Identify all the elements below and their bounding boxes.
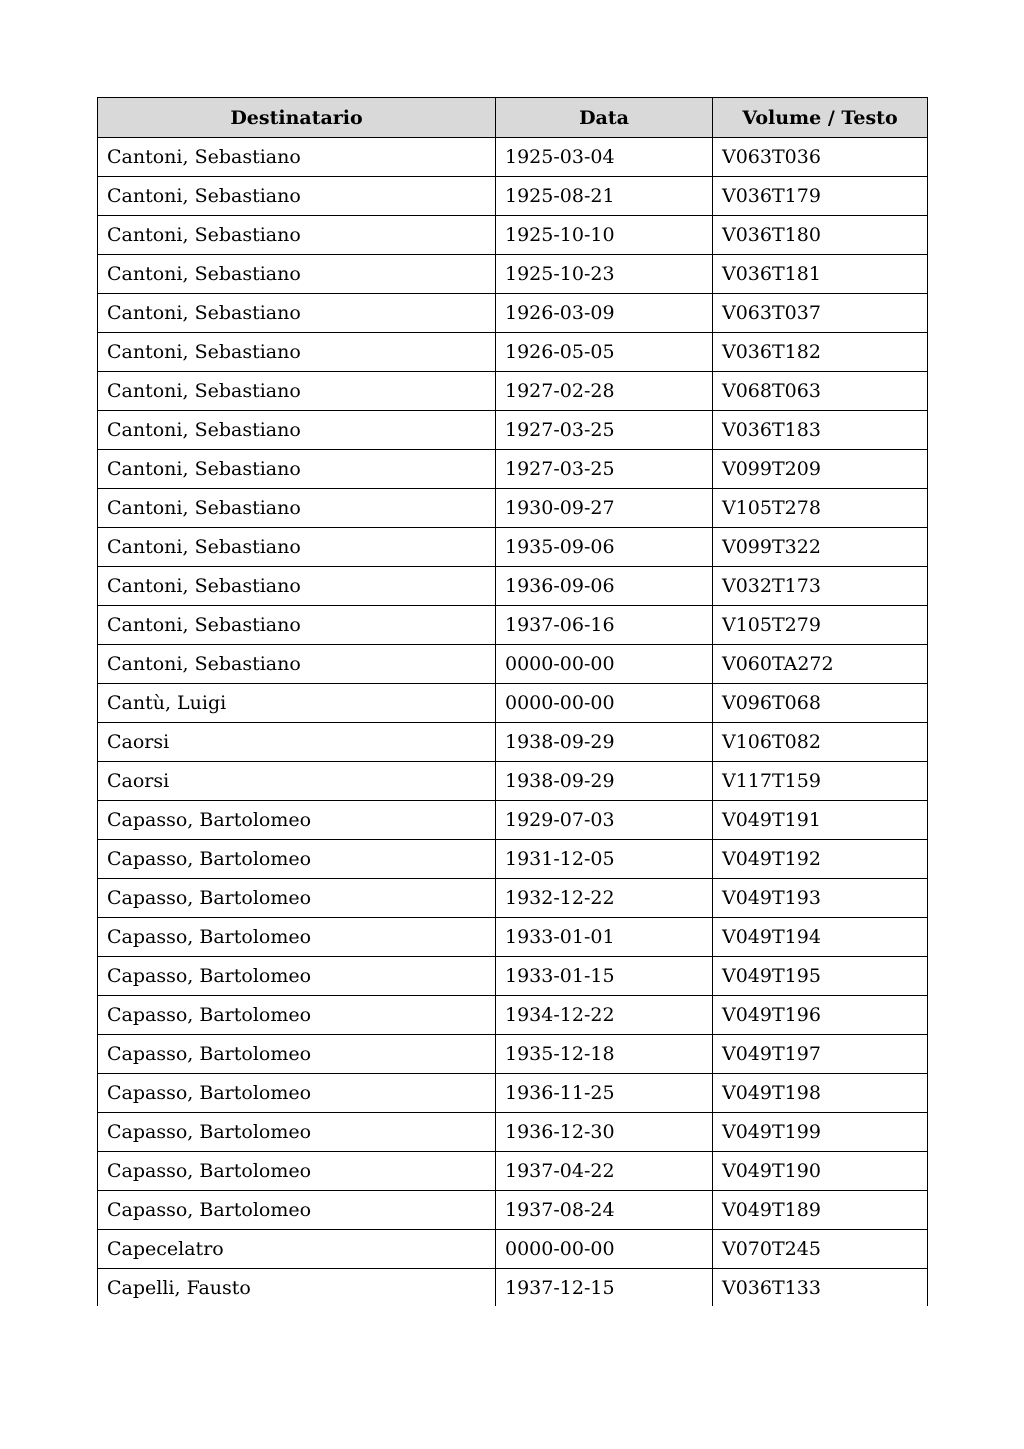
destinatario-cell: Caorsi — [98, 762, 496, 801]
table-row — [98, 138, 928, 177]
destinatario-cell: Cantoni, Sebastiano — [98, 606, 496, 645]
destinatario-cell: Cantoni, Sebastiano — [98, 333, 496, 372]
data-cell: 1937-08-24 — [496, 1191, 713, 1230]
data-cell: 1925-03-04 — [496, 138, 713, 177]
data-cell: 1936-12-30 — [496, 1113, 713, 1152]
destinatario-cell: Cantù, Luigi — [98, 684, 496, 723]
destinatario-cell: Cantoni, Sebastiano — [98, 489, 496, 528]
table-row — [98, 1152, 928, 1191]
destinatario-cell: Capasso, Bartolomeo — [98, 1074, 496, 1113]
volume-testo-cell: V063T036 — [713, 138, 928, 177]
data-cell: 1937-04-22 — [496, 1152, 713, 1191]
destinatario-cell: Cantoni, Sebastiano — [98, 645, 496, 684]
volume-testo-cell: V049T199 — [713, 1113, 928, 1152]
destinatario-cell: Capecelatro — [98, 1230, 496, 1269]
destinatario-cell: Cantoni, Sebastiano — [98, 177, 496, 216]
data-cell: 1926-05-05 — [496, 333, 713, 372]
table-row — [98, 255, 928, 294]
destinatario-cell: Capasso, Bartolomeo — [98, 957, 496, 996]
table-row — [98, 294, 928, 333]
destinatario-cell: Cantoni, Sebastiano — [98, 528, 496, 567]
table-row — [98, 372, 928, 411]
data-cell: 1937-12-15 — [496, 1269, 713, 1307]
volume-testo-cell: V049T196 — [713, 996, 928, 1035]
destinatario-cell: Capasso, Bartolomeo — [98, 1113, 496, 1152]
data-cell: 1925-10-23 — [496, 255, 713, 294]
data-cell: 1938-09-29 — [496, 762, 713, 801]
volume-testo-cell: V032T173 — [713, 567, 928, 606]
data-cell: 1925-10-10 — [496, 216, 713, 255]
table-row — [98, 684, 928, 723]
header-row — [98, 98, 928, 138]
table-row — [98, 177, 928, 216]
volume-testo-cell: V063T037 — [713, 294, 928, 333]
destinatario-cell: Capasso, Bartolomeo — [98, 1191, 496, 1230]
volume-testo-cell: V099T322 — [713, 528, 928, 567]
destinatario-cell: Cantoni, Sebastiano — [98, 138, 496, 177]
table-row — [98, 762, 928, 801]
volume-testo-cell: V036T182 — [713, 333, 928, 372]
volume-testo-cell: V049T191 — [713, 801, 928, 840]
data-cell: 1936-09-06 — [496, 567, 713, 606]
table-row — [98, 411, 928, 450]
data-cell: 1933-01-15 — [496, 957, 713, 996]
data-cell: 1936-11-25 — [496, 1074, 713, 1113]
destinatario-cell: Cantoni, Sebastiano — [98, 294, 496, 333]
volume-testo-cell: V036T180 — [713, 216, 928, 255]
table-row — [98, 606, 928, 645]
table-header — [98, 98, 928, 138]
correspondence-table — [97, 97, 928, 1306]
header-data: Data — [496, 98, 713, 138]
volume-testo-cell: V106T082 — [713, 723, 928, 762]
data-cell: 1927-02-28 — [496, 372, 713, 411]
destinatario-cell: Capasso, Bartolomeo — [98, 996, 496, 1035]
table-row — [98, 723, 928, 762]
volume-testo-cell: V036T179 — [713, 177, 928, 216]
destinatario-cell: Capasso, Bartolomeo — [98, 918, 496, 957]
destinatario-cell: Capasso, Bartolomeo — [98, 1152, 496, 1191]
volume-testo-cell: V049T195 — [713, 957, 928, 996]
destinatario-cell: Caorsi — [98, 723, 496, 762]
header-destinatario: Destinatario — [98, 98, 496, 138]
volume-testo-cell: V070T245 — [713, 1230, 928, 1269]
volume-testo-cell: V049T192 — [713, 840, 928, 879]
table-row — [98, 1269, 928, 1307]
table-row — [98, 450, 928, 489]
destinatario-cell: Cantoni, Sebastiano — [98, 372, 496, 411]
table-row — [98, 840, 928, 879]
data-cell: 0000-00-00 — [496, 684, 713, 723]
data-cell: 1926-03-09 — [496, 294, 713, 333]
data-cell: 1934-12-22 — [496, 996, 713, 1035]
volume-testo-cell: V049T193 — [713, 879, 928, 918]
volume-testo-cell: V049T198 — [713, 1074, 928, 1113]
destinatario-cell: Capasso, Bartolomeo — [98, 1035, 496, 1074]
table-row — [98, 645, 928, 684]
volume-testo-cell: V096T068 — [713, 684, 928, 723]
volume-testo-cell: V099T209 — [713, 450, 928, 489]
table-row — [98, 1230, 928, 1269]
table-row — [98, 1113, 928, 1152]
data-cell: 1935-12-18 — [496, 1035, 713, 1074]
volume-testo-cell: V105T279 — [713, 606, 928, 645]
destinatario-cell: Capasso, Bartolomeo — [98, 879, 496, 918]
volume-testo-cell: V117T159 — [713, 762, 928, 801]
table-row — [98, 1035, 928, 1074]
data-cell: 1931-12-05 — [496, 840, 713, 879]
volume-testo-cell: V036T183 — [713, 411, 928, 450]
table-row — [98, 957, 928, 996]
destinatario-cell: Capasso, Bartolomeo — [98, 801, 496, 840]
table-row — [98, 879, 928, 918]
data-cell: 1938-09-29 — [496, 723, 713, 762]
destinatario-cell: Cantoni, Sebastiano — [98, 255, 496, 294]
data-cell: 0000-00-00 — [496, 1230, 713, 1269]
data-cell: 1925-08-21 — [496, 177, 713, 216]
destinatario-cell: Cantoni, Sebastiano — [98, 411, 496, 450]
volume-testo-cell: V049T190 — [713, 1152, 928, 1191]
table-row — [98, 489, 928, 528]
data-cell: 1937-06-16 — [496, 606, 713, 645]
data-cell: 1935-09-06 — [496, 528, 713, 567]
volume-testo-cell: V036T133 — [713, 1269, 928, 1307]
table-row — [98, 918, 928, 957]
table-row — [98, 528, 928, 567]
data-cell: 0000-00-00 — [496, 645, 713, 684]
volume-testo-cell: V049T189 — [713, 1191, 928, 1230]
volume-testo-cell: V049T194 — [713, 918, 928, 957]
volume-testo-cell: V049T197 — [713, 1035, 928, 1074]
data-cell: 1927-03-25 — [496, 450, 713, 489]
table-row — [98, 801, 928, 840]
destinatario-cell: Capasso, Bartolomeo — [98, 840, 496, 879]
table-row — [98, 1074, 928, 1113]
data-cell: 1930-09-27 — [496, 489, 713, 528]
data-cell: 1932-12-22 — [496, 879, 713, 918]
volume-testo-cell: V068T063 — [713, 372, 928, 411]
volume-testo-cell: V060TA272 — [713, 645, 928, 684]
data-cell: 1927-03-25 — [496, 411, 713, 450]
destinatario-cell: Cantoni, Sebastiano — [98, 567, 496, 606]
table-body — [98, 138, 928, 1307]
destinatario-cell: Cantoni, Sebastiano — [98, 450, 496, 489]
volume-testo-cell: V105T278 — [713, 489, 928, 528]
data-cell: 1929-07-03 — [496, 801, 713, 840]
table-row — [98, 333, 928, 372]
table-row — [98, 1191, 928, 1230]
destinatario-cell: Cantoni, Sebastiano — [98, 216, 496, 255]
table-row — [98, 996, 928, 1035]
destinatario-cell: Capelli, Fausto — [98, 1269, 496, 1307]
volume-testo-cell: V036T181 — [713, 255, 928, 294]
header-volume-testo: Volume / Testo — [713, 98, 928, 138]
table-row — [98, 567, 928, 606]
table-row — [98, 216, 928, 255]
data-cell: 1933-01-01 — [496, 918, 713, 957]
